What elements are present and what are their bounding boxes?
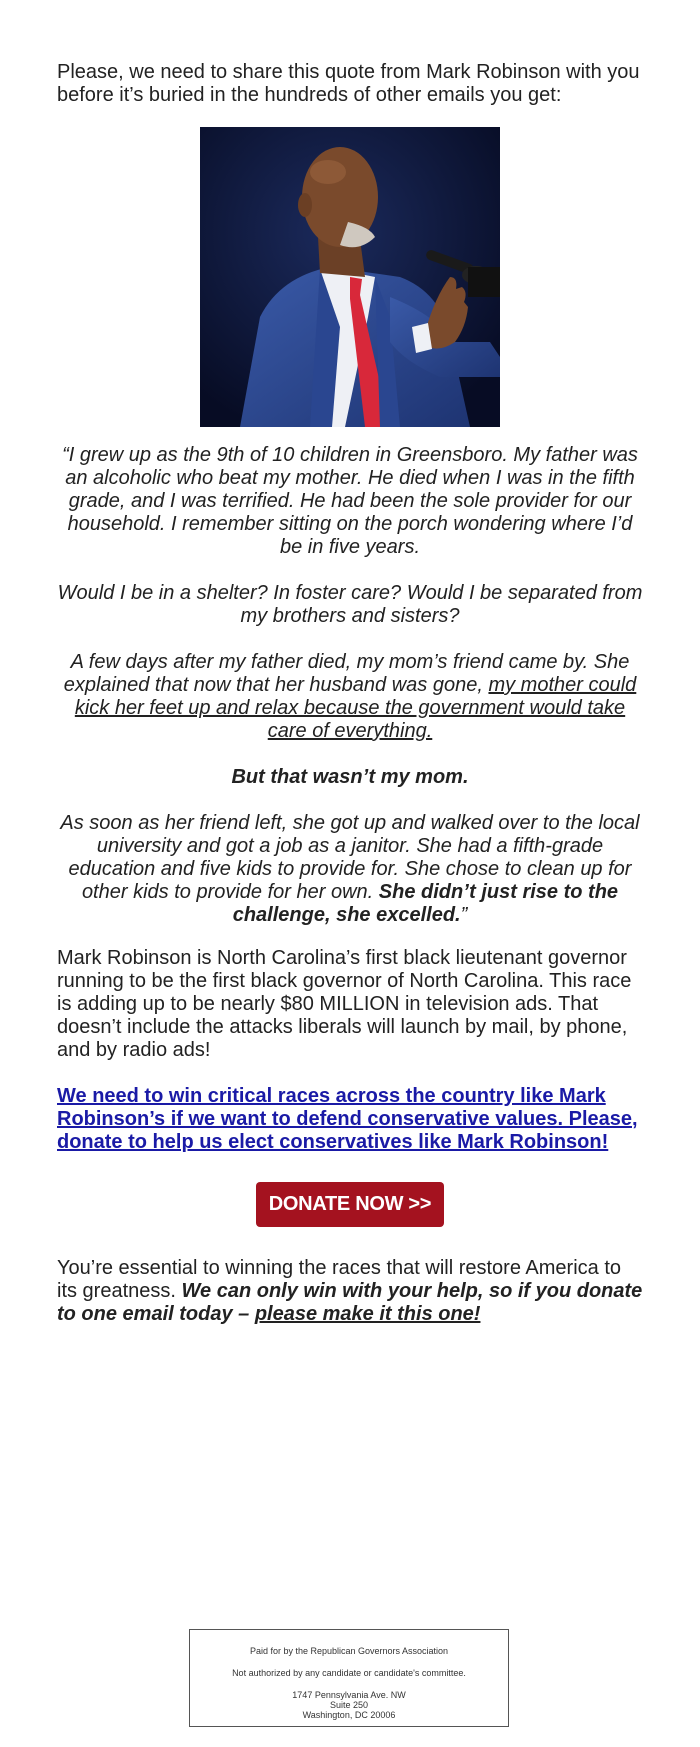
quote-text: A few days after my father died, my mom’s friend came by. She explained that now that her husband was gone, — [63, 651, 630, 696]
candidate-quote — [57, 444, 643, 950]
closing-bold-text: We can only win with your help, so if you donate to one email today – — [57, 1280, 643, 1325]
quote-paragraph — [57, 651, 643, 743]
disclaimer-paid-for: Paid for by the Republican Governors Association — [249, 1646, 449, 1656]
candidate-photo-illustration — [200, 127, 500, 427]
address-line: Suite 250 — [329, 1700, 369, 1710]
donate-link[interactable]: We need to win critical races across the country like Mark Robinson’s if we want to defend conservative values. Please, donate to help us elect conservatives like Mark Robinson! — [57, 1085, 638, 1153]
disclaimer-address — [190, 1690, 508, 1720]
quote-paragraph — [57, 812, 643, 927]
address-line: 1747 Pennsylvania Ave. NW — [292, 1690, 406, 1700]
disclaimer-not-authorized: Not authorized by any candidate or candidate's committee. — [232, 1668, 466, 1678]
quote-close-mark: ” — [460, 904, 468, 926]
donate-button[interactable]: DONATE NOW >> — [256, 1182, 444, 1227]
quote-bold-text: But that wasn’t my mom. — [231, 766, 469, 788]
disclaimer-box — [189, 1629, 509, 1727]
intro-text: Please, we need to share this quote from Mark Robinson with you before it’s buried in the hundreds of other emails you get: — [57, 61, 640, 106]
closing-text: You’re essential to winning the races that will restore America to its greatness. — [57, 1257, 621, 1302]
candidate-photo — [200, 127, 500, 427]
quote-paragraph: Would I be in a shelter? In foster care? Would I be separated from my brothers and sisters? — [57, 582, 643, 627]
closing-paragraph — [57, 1257, 643, 1326]
quote-emphasis — [57, 766, 643, 789]
quote-text: As soon as her friend left, she got up and walked over to the local university and got a job as a janitor. She had a fifth-grade education and five kids to provide for. She chose to clean up for other kids to provide for her own. — [60, 812, 640, 903]
quote-paragraph: “I grew up as the 9th of 10 children in Greensboro. My father was an alcoholic who beat my mother. He died when I was in the fifth grade, and I was terrified. He had been the sole provider for our household. I remember sitting on the porch wondering where I’d be in five years. — [62, 444, 638, 558]
quote-underlined-text: my mother could kick her feet up and relax because the government would take care of everything. — [74, 674, 637, 742]
quote-bold-text: She didn’t just rise to the challenge, she excelled. — [232, 881, 619, 926]
address-line: Washington, DC 20006 — [302, 1710, 396, 1720]
closing-underlined-text: please make it this one! — [254, 1303, 481, 1325]
body-paragraph: Mark Robinson is North Carolina’s first black lieutenant governor running to be the first black governor of North Carolina. This race is adding up to be nearly $80 MILLION in television ads. That doesn’t include the attacks liberals will launch by mail, by phone, and by radio ads! — [57, 947, 632, 1061]
